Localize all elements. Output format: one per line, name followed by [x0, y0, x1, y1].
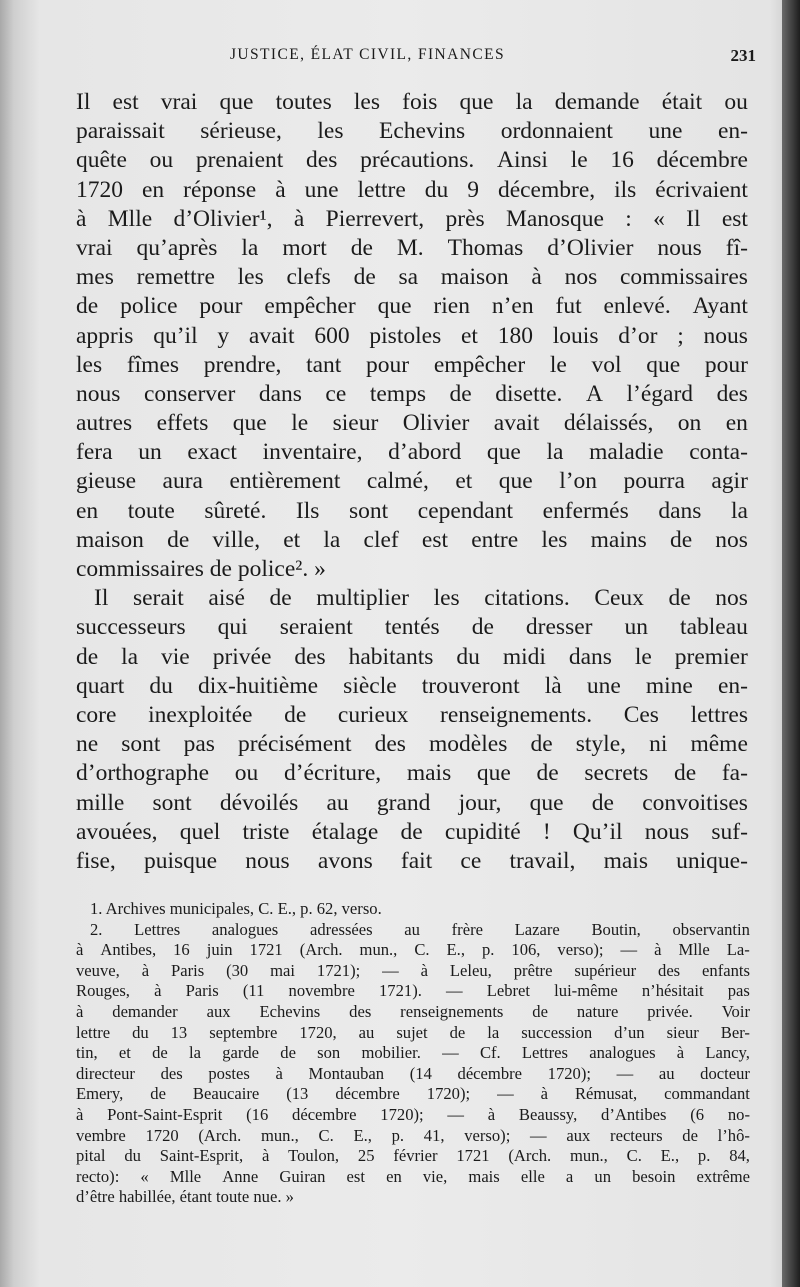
- text-line: les fîmes prendre, tant pour empêcher le vol que pour: [76, 351, 748, 378]
- text-line: avouées, quel triste étalage de cupidité ! Qu’il nous suf-: [76, 818, 748, 845]
- footnote-line: pital du Saint-Esprit, à Toulon, 25 février 1721 (Arch. mun., C. E., p. 84,: [76, 1146, 750, 1166]
- text-line: ne sont pas précisément des modèles de style, ni même: [76, 731, 748, 758]
- footnote-line: veuve, à Paris (30 mai 1721); — à Leleu, prêtre supérieur des enfants: [76, 960, 750, 980]
- footnote-line: à Pont-Saint-Esprit (16 décembre 1720); — à Beaussy, d’Antibes (6 no-: [76, 1104, 750, 1124]
- text-line: en toute sûreté. Ils sont cependant enfermés dans la: [76, 497, 748, 524]
- text-line: d’orthographe ou d’écriture, mais que de secrets de fa-: [76, 760, 748, 787]
- text-line: 1720 en réponse à une lettre du 9 décembre, ils écrivaient: [76, 176, 748, 203]
- text-line: quête ou prenaient des précautions. Ainsi le 16 décembre: [76, 147, 748, 174]
- text-line: vrai qu’après la mort de M. Thomas d’Olivier nous fî-: [76, 234, 748, 261]
- footnote-line: à demander aux Echevins des renseignements de nature privée. Voir: [76, 1001, 750, 1021]
- text-line: successeurs qui seraient tentés de dresser un tableau: [76, 614, 748, 641]
- text-line: fise, puisque nous avons fait ce travail, mais unique-: [76, 847, 748, 874]
- main-text: [76, 88, 748, 876]
- footnote-line: recto): « Mlle Anne Guiran est en vie, mais elle a un besoin extrême: [76, 1166, 750, 1186]
- footnote-line: directeur des postes à Montauban (14 décembre 1720); — au docteur: [76, 1063, 750, 1083]
- text-line: Il est vrai que toutes les fois que la demande était ou: [76, 89, 748, 115]
- text-line: nous conserver dans ce temps de disette. A l’égard des: [76, 380, 748, 407]
- text-line: paraissait sérieuse, les Echevins ordonnaient une en-: [76, 118, 748, 145]
- footnote-line: à Antibes, 16 juin 1721 (Arch. mun., C. E., p. 106, verso); — à Mlle La-: [76, 940, 750, 960]
- footnote-line: 2. Lettres analogues adressées au frère Lazare Boutin, observantin: [90, 919, 750, 939]
- text-line: core inexploitée de curieux renseignements. Ces lettres: [76, 701, 748, 728]
- footnote-line: vembre 1720 (Arch. mun., C. E., p. 41, verso); — aux recteurs de l’hô-: [76, 1125, 750, 1145]
- text-line: appris qu’il y avait 600 pistoles et 180 louis d’or ; nous: [76, 322, 748, 349]
- text-line: maison de ville, et la clef est entre les mains de nos: [76, 526, 748, 553]
- footnote-line: lettre du 13 septembre 1720, au sujet de la succession d’un sieur Ber-: [76, 1022, 750, 1042]
- text-line: autres effets que le sieur Olivier avait délaissés, on en: [76, 410, 748, 437]
- page-edge-shadow: [782, 0, 800, 1287]
- page-header: [76, 46, 756, 70]
- text-line: gieuse aura entièrement calmé, et que l’on pourra agir: [76, 468, 748, 495]
- text-line: Il serait aisé de multiplier les citations. Ceux de nos: [94, 585, 748, 612]
- text-line: à Mlle d’Olivier¹, à Pierrevert, près Manosque : « Il est: [76, 205, 748, 232]
- text-line: de police pour empêcher que rien n’en fut enlevé. Ayant: [76, 293, 748, 320]
- footnote-line: Emery, de Beaucaire (13 décembre 1720); — à Rémusat, commandant: [76, 1084, 750, 1104]
- text-line: de la vie privée des habitants du midi dans le premier: [76, 643, 748, 670]
- text-line: mes remettre les clefs de sa maison à nos commissaires: [76, 264, 748, 291]
- text-line: quart du dix-huitième siècle trouveront là une mine en-: [76, 672, 748, 699]
- text-line: mille sont dévoilés au grand jour, que de convoitises: [76, 789, 748, 816]
- text-line: commissaires de police². »: [76, 556, 326, 582]
- text-line: fera un exact inventaire, d’abord que la maladie conta-: [76, 439, 748, 466]
- page-number: 231: [730, 46, 756, 65]
- footnote-line: Rouges, à Paris (11 novembre 1721). — Lebret lui-même n’hésitait pas: [76, 981, 750, 1001]
- footnote-line: d’être habillée, étant toute nue. »: [76, 1187, 294, 1207]
- footnote-line: 1. Archives municipales, C. E., p. 62, verso.: [90, 899, 382, 918]
- running-title: JUSTICE, ÉLAT CIVIL, FINANCES: [230, 46, 505, 63]
- footnote-line: tin, et de la garde de son mobilier. — Cf. Lettres analogues à Lancy,: [76, 1043, 750, 1063]
- footnotes: [76, 899, 750, 1208]
